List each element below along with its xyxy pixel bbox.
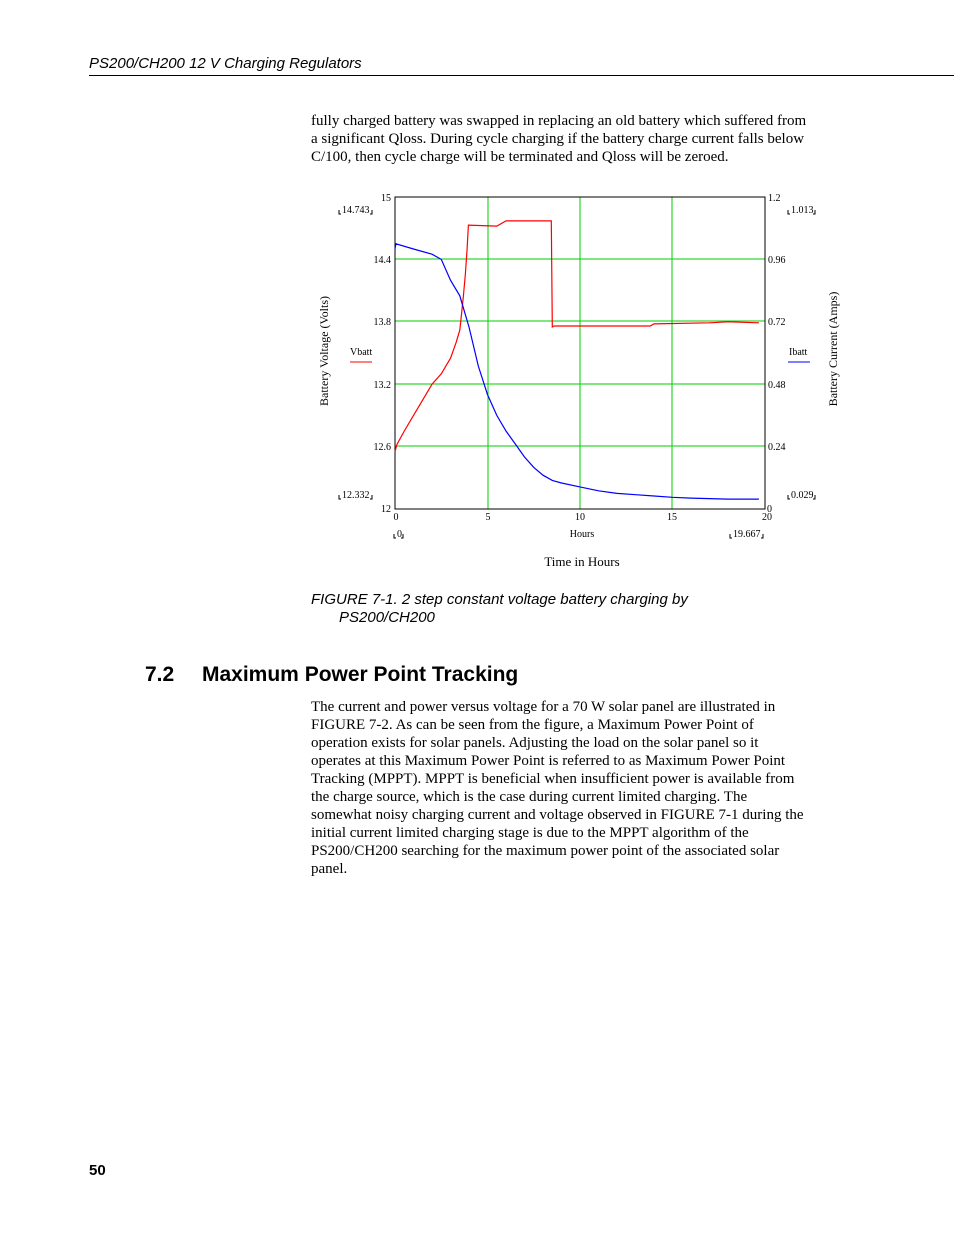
- y-left-axis-title: Battery Voltage (Volts): [317, 296, 331, 406]
- running-header: PS200/CH200 12 V Charging Regulators: [89, 55, 362, 72]
- y-left-tick-12.6: 12.6: [373, 442, 391, 453]
- y-right-tick-0.72: 0.72: [768, 317, 786, 328]
- figure-caption-line2: PS200/CH200: [339, 609, 435, 626]
- y-left-tick-15: 15: [381, 193, 391, 204]
- y-right-axis-title: Battery Current (Amps): [826, 291, 840, 407]
- series-line-vbatt: [395, 221, 759, 452]
- range-x-min: 0: [397, 529, 402, 540]
- legend-vbatt-label: Vbatt: [350, 347, 373, 358]
- y-right-tick-0.96: 0.96: [768, 255, 786, 266]
- range-right-min: 0.029: [791, 490, 814, 501]
- chart-grid: [395, 197, 765, 509]
- y-right-tick-1.2: 1.2: [768, 193, 781, 204]
- x-tick-10: 10: [575, 512, 585, 523]
- paragraph-mppt: The current and power versus voltage for a 70 W solar panel are illustrated in FIGURE 7-2. As can be seen from the figure, a Maximum Power Point of operation exists for solar panels. Adjusting the load on the solar panel so it operates at this Maximum Power Point is referred to as Maximum Power Point Tracking (MPPT). MPPT is beneficial when insufficient power is available from the charge source, which is the case during current limited charging. The somewhat noisy charging current and voltage observed in FIGURE 7-1 during the initial current limited charging stage is due to the MPPT algorithm of the PS200/CH200 searching for the maximum power point of the associated solar panel.: [311, 699, 804, 877]
- range-right-max: 1.013: [791, 205, 814, 216]
- range-left-max: 14.743: [342, 205, 370, 216]
- range-x-max: 19.667: [733, 529, 761, 540]
- y-right-tick-0: 0: [767, 504, 772, 515]
- series-layer: [395, 221, 759, 499]
- y-right-tick-0.48: 0.48: [768, 380, 786, 391]
- range-left-min: 12.332: [342, 490, 370, 501]
- section-heading: [145, 663, 518, 687]
- y-left-tick-13.2: 13.2: [373, 380, 391, 391]
- paragraph-qloss: fully charged battery was swapped in replacing an old battery which suffered from a significant Qloss. During cycle charging if the battery charge current falls below C/100, then cycle charge will be terminated and Qloss will be zeroed.: [311, 113, 807, 165]
- x-axis-caption: Time in Hours: [544, 554, 620, 569]
- x-tick-20: 20: [762, 512, 772, 523]
- x-axis-title: Hours: [569, 529, 595, 540]
- figure-caption: [311, 591, 771, 627]
- x-tick-0: 0: [393, 512, 399, 523]
- charging-chart: [0, 0, 954, 600]
- x-tick-15: 15: [667, 512, 677, 523]
- section-number: 7.2: [145, 663, 175, 686]
- page-number: 50: [89, 1162, 106, 1179]
- legend-ibatt-label: Ibatt: [789, 347, 808, 358]
- section-title: Maximum Power Point Tracking: [202, 663, 519, 686]
- series-line-ibatt: [395, 244, 759, 499]
- x-tick-5: 5: [485, 512, 491, 523]
- y-left-tick-14.4: 14.4: [373, 255, 391, 266]
- y-right-tick-0.24: 0.24: [768, 442, 786, 453]
- y-left-tick-13.8: 13.8: [373, 317, 391, 328]
- figure-caption-line1: FIGURE 7-1. 2 step constant voltage battery charging by: [311, 591, 688, 608]
- y-left-tick-12: 12: [381, 504, 391, 515]
